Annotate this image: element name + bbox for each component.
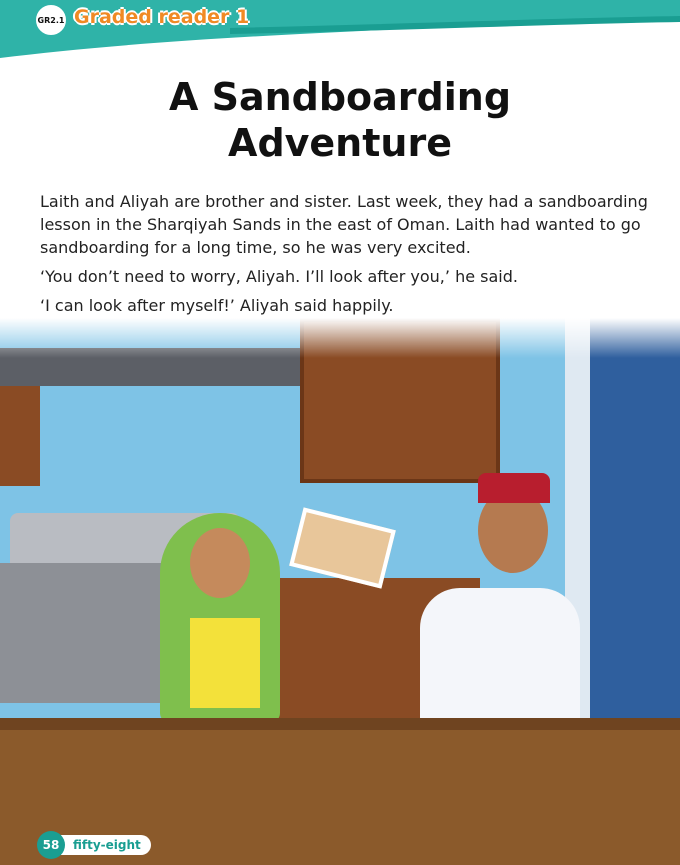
page-footer <box>37 831 151 859</box>
page-number: 58 <box>37 831 65 859</box>
paragraph: ‘I can look after myself!’ Aliyah said happily. <box>40 296 394 315</box>
section-title: Graded reader 1 <box>74 6 250 28</box>
story-text <box>40 190 650 323</box>
paragraph: ‘You don’t need to worry, Aliyah. I’ll look after you,’ he said. <box>40 267 518 286</box>
page-number-words: fifty-eight <box>61 835 151 855</box>
story-illustration <box>0 318 680 865</box>
title-line-2: Adventure <box>228 121 452 165</box>
audio-track-badge: GR2.1 <box>37 15 65 25</box>
sandboarding-photo <box>289 507 396 588</box>
headphones-icon <box>36 5 66 35</box>
page-title <box>0 74 680 166</box>
paragraph: Laith and Aliyah are brother and sister. Last week, they had a sandboarding lesson in the Sharqiyah Sands in the east of Oman. Laith had wanted to go sandboarding for a long time, so he was very excited. <box>40 192 648 257</box>
title-line-1: A Sandboarding <box>168 75 512 119</box>
